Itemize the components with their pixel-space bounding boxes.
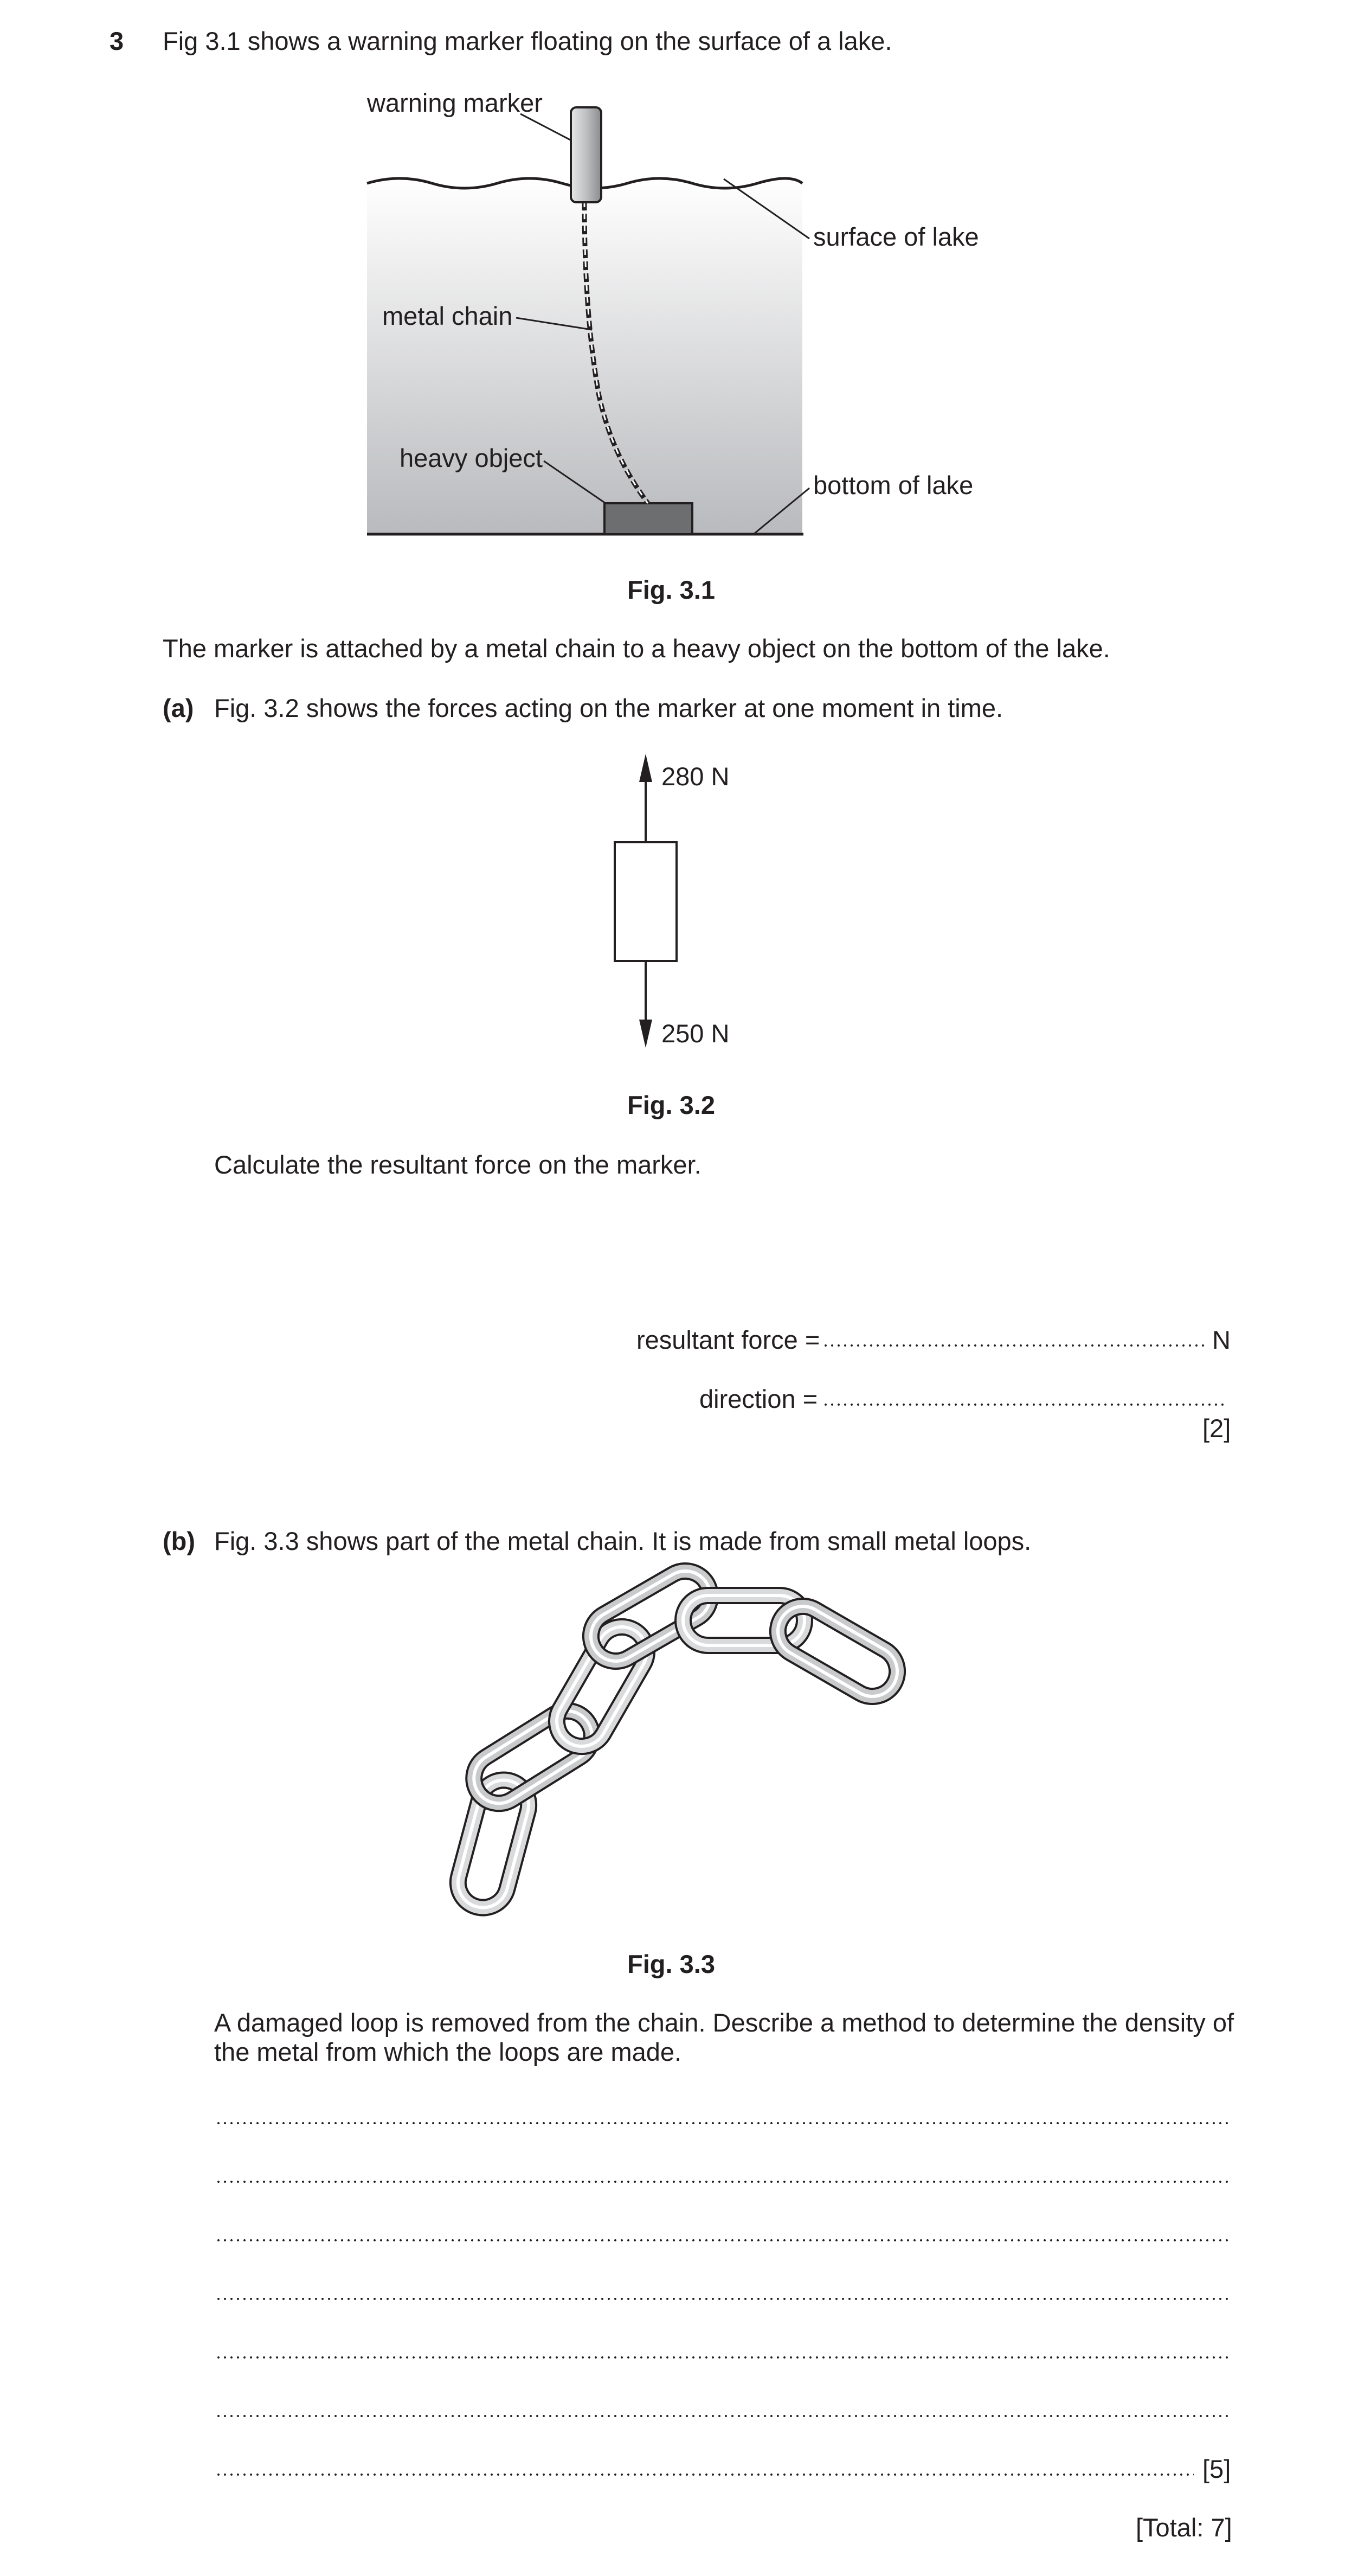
resultant-force-answer-line[interactable] (822, 1343, 1208, 1348)
up-arrow-icon (639, 754, 652, 782)
label-bottom-of-lake: bottom of lake (813, 471, 974, 499)
heavy-object (604, 503, 692, 534)
label-warning-marker: warning marker (367, 88, 543, 117)
label-metal-chain: metal chain (382, 302, 513, 330)
chain-link (769, 1597, 906, 1706)
direction-answer-line[interactable] (822, 1402, 1228, 1407)
answer-line-3[interactable] (215, 2238, 1228, 2243)
fig-3-3-caption: Fig. 3.3 (627, 1950, 715, 1978)
chain-link (453, 1774, 535, 1913)
down-arrow-icon (639, 1020, 652, 1048)
part-a-label: (a) (163, 694, 194, 722)
part-b-instruction-line-1: A damaged loop is removed from the chain. Describe a method to determine the density of (214, 2008, 1234, 2037)
part-b-text: Fig. 3.3 shows part of the metal chain. It is made from small metal loops. (214, 1527, 1032, 1555)
part-a-marks: [2] (1202, 1414, 1231, 1443)
fig-3-2-caption: Fig. 3.2 (627, 1091, 715, 1119)
answer-line-4[interactable] (215, 2296, 1228, 2302)
question-intro: Fig 3.1 shows a warning marker floating on the surface of a lake. (163, 27, 892, 55)
chain-link (465, 1701, 601, 1812)
answer-line-1[interactable] (215, 2120, 1228, 2126)
answer-line-7[interactable] (215, 2472, 1194, 2477)
direction-label: direction = (699, 1385, 818, 1413)
part-b-instruction-line-2: the metal from which the loops are made. (214, 2037, 682, 2066)
chain-link (582, 1562, 719, 1670)
force-down-label: 250 N (661, 1019, 730, 1048)
warning-marker (571, 107, 601, 202)
marker-block (615, 842, 677, 961)
answer-line-6[interactable] (215, 2413, 1228, 2419)
label-surface-of-lake: surface of lake (813, 222, 979, 251)
part-b-label: (b) (163, 1527, 196, 1555)
fig-3-1-diagram (0, 0, 1345, 575)
marker-attachment-sentence: The marker is attached by a metal chain to a heavy object on the bottom of the lake. (163, 634, 1110, 663)
label-heavy-object: heavy object (400, 444, 543, 472)
part-a-text: Fig. 3.2 shows the forces acting on the marker at one moment in time. (214, 694, 1003, 722)
force-up-label: 280 N (661, 762, 730, 791)
part-a-instruction: Calculate the resultant force on the marker. (214, 1150, 702, 1179)
resultant-force-unit: N (1212, 1325, 1231, 1354)
part-b-marks: [5] (1202, 2455, 1231, 2483)
chain-link (548, 1618, 656, 1755)
fig-3-1-caption: Fig. 3.1 (627, 575, 715, 604)
chain-link (683, 1595, 805, 1645)
total-marks: [Total: 7] (1136, 2513, 1232, 2542)
question-number: 3 (110, 27, 124, 55)
resultant-force-label: resultant force = (636, 1325, 820, 1354)
answer-line-2[interactable] (215, 2179, 1228, 2184)
answer-line-5[interactable] (215, 2355, 1228, 2360)
